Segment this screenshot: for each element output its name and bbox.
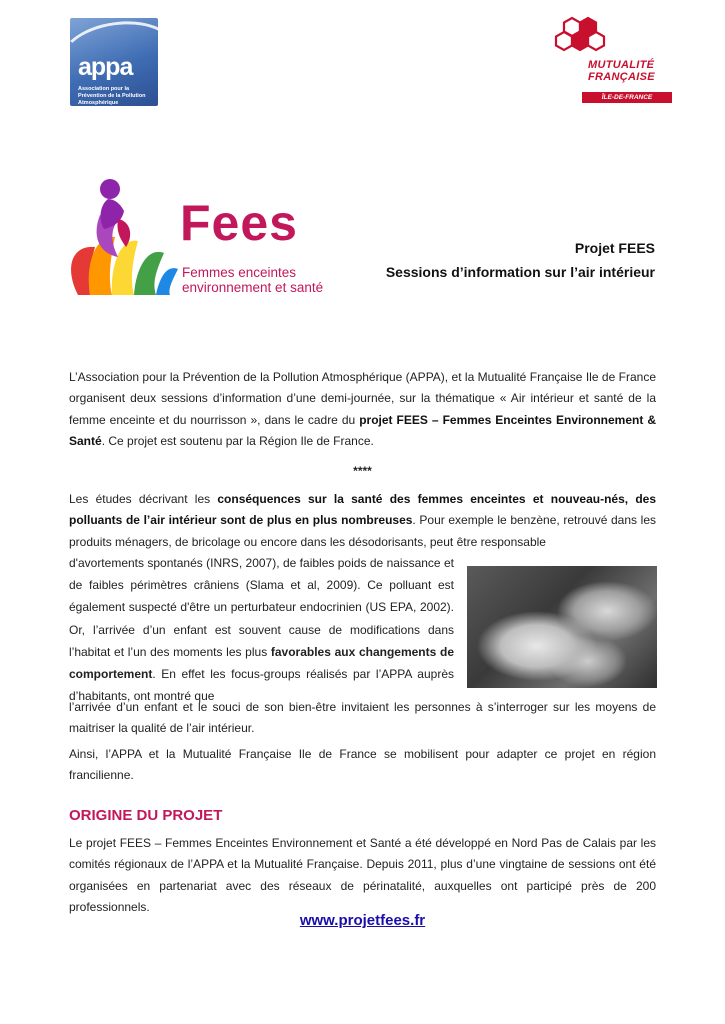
fees-logo-tagline-2: environnement et santé	[182, 280, 324, 295]
mutualite-logo	[552, 16, 672, 104]
document-subtitle: Sessions d’information sur l’air intérieur	[385, 264, 655, 280]
intro-text-1: L’Association pour la Prévention de la Pollution Atmosphérique (APPA), et la Mutualité Française Ile de France organisent deux sessions d’information d’une demi-journée, sur la thématique « Air intérieur et santé de la femme enceinte et du nourrisson », dans le cadre du	[69, 370, 656, 427]
intro-bold-project: projet FEES – Femmes Enceintes Environnement & Santé	[69, 412, 656, 448]
studies-paragraph-wrapped	[69, 552, 454, 707]
pregnant-woman-petals-icon	[60, 175, 180, 300]
studies-bold-2: favorables aux changements de comportement	[69, 644, 454, 682]
mobilisation-paragraph: Ainsi, l’APPA et la Mutualité Française Ile de France se mobilisent pour adapter ce projet en région francilienne.	[69, 747, 656, 783]
appa-logo-subtitle: Association pour la Prévention de la Pollution Atmosphérique	[78, 86, 146, 106]
mutualite-logo-line2: FRANÇAISE	[588, 71, 655, 83]
fees-logo-tagline-1: Femmes enceintes	[182, 265, 297, 280]
mutualite-logo-region: ÎLE-DE-FRANCE	[582, 92, 672, 103]
intro-paragraph	[69, 367, 656, 452]
studies-text-2: . Pour exemple le benzène, retrouvé dans les produits ménagers, de bricolage ou encore dans les désodorisants, peut être responsable	[69, 513, 656, 549]
appa-logo	[70, 18, 158, 106]
document-title: Projet FEES	[574, 240, 655, 256]
mutualite-logo-line1: MUTUALITÉ	[588, 59, 655, 71]
section-separator: ****	[353, 464, 372, 478]
studies-text-4: . En effet les focus-groups réalisés par l’APPA auprès d’habitants, ont montré que	[69, 667, 454, 704]
origine-paragraph: Le projet FEES – Femmes Enceintes Environnement et Santé a été développé en Nord Pas de Calais par les comités régionaux de l’APPA et la Mutualité Française. Depuis 2011, plus d’une vingtaine de sessions ont été organisées en partenariat avec des réseaux de périnatalité, auxquelles ont participé près de 200 professionnels.	[69, 836, 656, 914]
studies-paragraph-top	[69, 489, 656, 553]
studies-bold-1: conséquences sur la santé des femmes enceintes et nouveau-nés, des polluants de l’air intérieur sont de plus en plus nombreuses	[69, 492, 657, 528]
studies-text-3: d'avortements spontanés (INRS, 2007), de faibles poids de naissance et de faibles périmètres crâniens (Slama et al, 2009). Ce polluant est également suspecté d'être un perturbateur endocrinien (US EPA, 2002). Or, l’arrivée d’un enfant est souvent cause de modifications dans l’habitat et l’un des moments les plus	[69, 556, 454, 659]
hands-on-belly-photo	[467, 566, 657, 688]
website-link[interactable]: www.projetfees.fr	[299, 912, 426, 929]
studies-text-1: Les études décrivant les	[69, 492, 218, 506]
studies-paragraph-bottom: l’arrivée d’un enfant et le souci de son bien-être invitaient les personnes à s’interroger sur les moyens de maitriser la qualité de l’air intérieur.	[69, 700, 656, 736]
intro-text-2: . Ce projet est soutenu par la Région Ile de France.	[101, 433, 374, 448]
fees-logo	[60, 175, 350, 300]
fees-logo-word: Fees	[180, 195, 298, 251]
appa-logo-word: appa	[78, 53, 133, 81]
origine-heading: ORIGINE DU PROJET	[69, 807, 223, 824]
